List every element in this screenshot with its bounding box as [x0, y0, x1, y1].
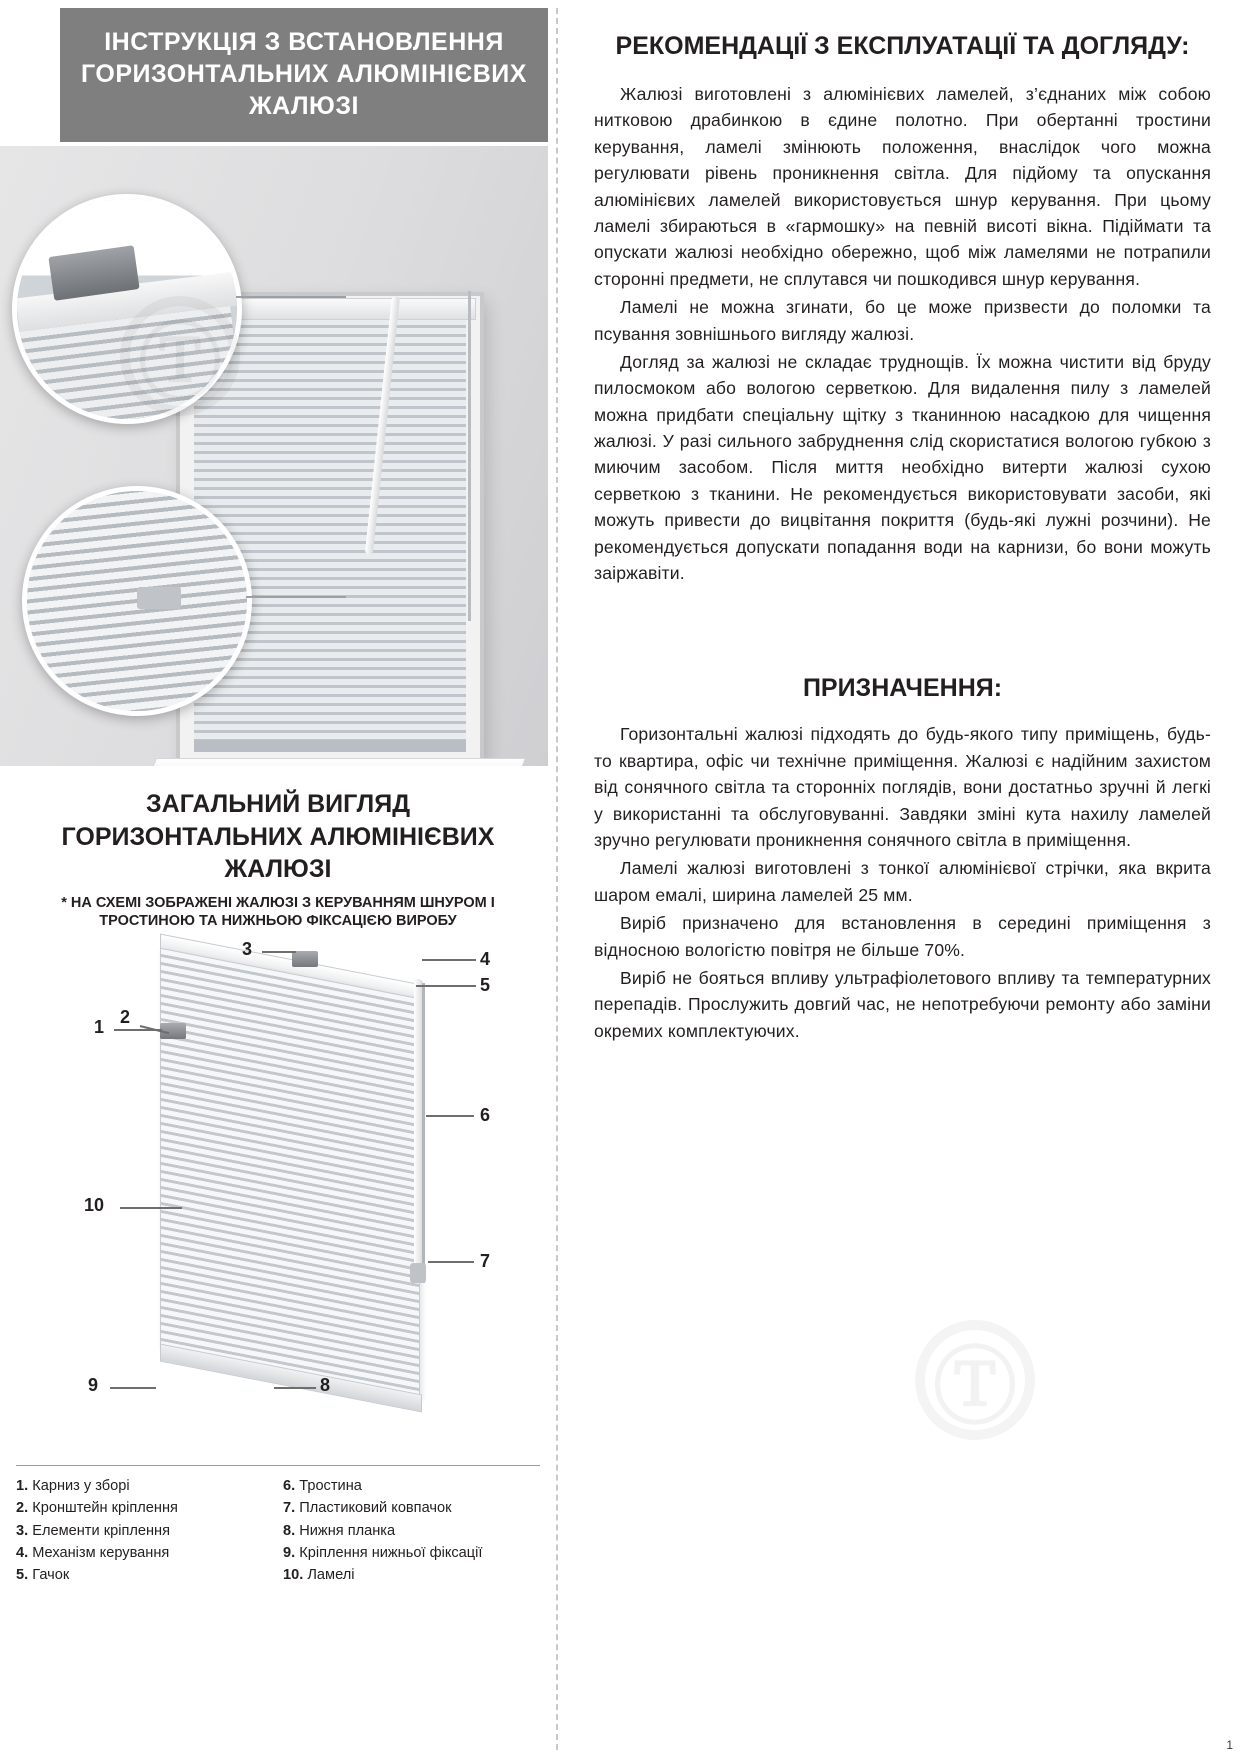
callout-leader-1 [236, 296, 346, 298]
legend-label: Елементи кріплення [32, 1522, 170, 1539]
legend-number: 10. [283, 1566, 304, 1583]
page-number: 1 [1226, 1738, 1233, 1752]
zoom-callout-bracket [12, 194, 242, 424]
legend [16, 1465, 540, 1586]
legend-label: Нижня планка [299, 1522, 396, 1539]
legend-label: Ламелі [307, 1566, 355, 1583]
list-item [283, 1520, 540, 1542]
zoom-callout-bottom [22, 486, 252, 716]
legend-label: Кріплення нижньої фіксації [299, 1544, 483, 1561]
control-cord [468, 291, 471, 621]
blind-diagram [10, 939, 546, 1455]
list-item [16, 1520, 273, 1542]
legend-number: 5. [16, 1566, 29, 1583]
diagram-number-7: 7 [480, 1251, 491, 1272]
diagram-bracket-top [292, 951, 318, 967]
legend-label: Механізм керування [32, 1544, 170, 1561]
legend-number: 7. [283, 1500, 296, 1517]
callout-leader-2 [246, 596, 346, 598]
legend-label: Карниз у зборі [32, 1478, 130, 1495]
leader-7 [428, 1261, 474, 1263]
leader-3 [262, 951, 296, 953]
leader-10 [120, 1207, 182, 1209]
leader-4 [422, 959, 476, 961]
diagram-number-4: 4 [480, 949, 491, 970]
legend-number: 2. [16, 1500, 29, 1517]
paragraph: Жалюзі виготовлені з алюмінієвих ламелей, з’єднаних між собою нитковою драбинкою в єдине полотно. При обертанні тростини керування, ламелі змінюють положення, внаслідок чого можна регулювати рівень проникнення світла. Для підйому та опускання алюмінієвих ламелей використовується шнур керування. При цьому ламелі збираються в «гармошку» на певній висоті вікна. Підіймати та опускати жалюзі необхідно обережно, щоб між ламелями не потрапили сторонні предмети, не сплутався чи пошкодився шнур керування. [594, 84, 1211, 289]
watermark-icon: Ⓣ [915, 1320, 1035, 1440]
diagram-number-6: 6 [480, 1105, 491, 1126]
purpose-title: ПРИЗНАЧЕННЯ: [802, 674, 1003, 703]
list-item [283, 1475, 540, 1497]
leader-9 [110, 1387, 156, 1389]
legend-number: 9. [283, 1544, 296, 1561]
legend-column-right [283, 1475, 540, 1586]
paragraph: Ламелі не можна згинати, бо це може призвести до поломки та псування зовнішнього вигляду жалюзі. [594, 297, 1211, 344]
paragraph: Виріб призначено для встановлення в середині приміщення з відносною вологістю повітря не більше 70%. [594, 913, 1211, 960]
diagram-number-5: 5 [480, 975, 491, 996]
list-item [16, 1475, 273, 1497]
leader-8 [274, 1387, 316, 1389]
window-sill [144, 758, 526, 766]
legend-number: 4. [16, 1544, 29, 1561]
list-item [283, 1497, 540, 1519]
paragraph: Догляд за жалюзі не складає труднощів. Їх можна чистити від бруду пилосмоком або вологою серветкою. Для видалення пилу з ламелей можна придбати спеціальну щітку з тканинною насадкою для чищення жалюзі. У разі сильного забруднення слід скористатися вологою губкою з миючим засобом. Після миття необхідно витерти жалюзі сухою серветкою з тканини. Не рекомендується використовувати засоби, які можуть привести до вицвітання покриття (будь-які лужні розчини). Не рекомендується допускати попадання води на карнизи, бо вони можуть заіржавіти. [594, 351, 1211, 584]
legend-label: Кронштейн кріплення [32, 1500, 178, 1517]
legend-label: Пластиковий ковпачок [299, 1500, 452, 1517]
recommendations-title: РЕКОМЕНДАЦІЇ З ЕКСПЛУАТАЦІЇ ТА ДОГЛЯДУ: [615, 32, 1190, 60]
general-view-note: * НА СХЕМІ ЗОБРАЖЕНІ ЖАЛЮЗІ З КЕРУВАННЯМ ШНУРОМ І ТРОСТИНОЮ ТА НИЖНЬОЮ ФІКСАЦІЄЮ ВИРОБУ [61, 894, 495, 930]
list-item [16, 1564, 273, 1586]
callout-bottom-bar [137, 587, 181, 609]
diagram-number-8: 8 [320, 1375, 331, 1396]
instruction-banner-title: ІНСТРУКЦІЯ З ВСТАНОВЛЕННЯ ГОРИЗОНТАЛЬНИХ АЛЮМІНІЄВИХ ЖАЛЮЗІ [60, 8, 548, 142]
legend-column-left [16, 1475, 273, 1586]
leader-6 [426, 1115, 474, 1117]
list-item [16, 1497, 273, 1519]
list-item [283, 1542, 540, 1564]
diagram-plastic-cap [410, 1263, 426, 1283]
diagram-number-3: 3 [242, 939, 253, 960]
list-item [283, 1564, 540, 1586]
paragraph: Горизонтальні жалюзі підходять до будь-якого типу приміщень, будь-то квартира, офіс чи технічне приміщення. Жалюзі є надійним захистом від сонячного світла та сторонніх поглядів, вони достатньо зручні й легкі у використанні та обслуговуванні. Завдяки зміні кута нахилу ламелей зручно регулювати проникнення сонячного світла в приміщення. [594, 724, 1211, 850]
legend-label: Тростина [299, 1478, 362, 1495]
diagram-number-9: 9 [88, 1375, 99, 1396]
installation-photo [0, 146, 548, 766]
legend-number: 8. [283, 1522, 296, 1539]
legend-number: 1. [16, 1478, 29, 1495]
leader-5 [416, 985, 476, 987]
diagram-number-10: 10 [84, 1195, 105, 1216]
general-view-title: ЗАГАЛЬНИЙ ВИГЛЯД ГОРИЗОНТАЛЬНИХ АЛЮМІНІЄВИХ ЖАЛЮЗІ [61, 790, 495, 883]
paragraph: Ламелі жалюзі виготовлені з тонкої алюмінієвої стрічки, яка вкрита шаром емалі, ширина ламелей 25 мм. [594, 858, 1211, 905]
left-column [0, 0, 556, 1758]
legend-number: 3. [16, 1522, 29, 1539]
diagram-number-2: 2 [120, 1007, 131, 1028]
legend-label: Гачок [32, 1566, 70, 1583]
right-column [558, 0, 1245, 1758]
legend-number: 6. [283, 1478, 296, 1495]
paragraph: Виріб не бояться впливу ультрафіолетового впливу та температурних перепадів. Прослужить довгий час, не непотребуючи ремонту або заміни окремих комплектуючих. [594, 967, 1211, 1041]
list-item [16, 1542, 273, 1564]
diagram-slat-stack [160, 948, 420, 1399]
diagram-number-1: 1 [94, 1017, 105, 1038]
diagram-cord [422, 983, 425, 1283]
